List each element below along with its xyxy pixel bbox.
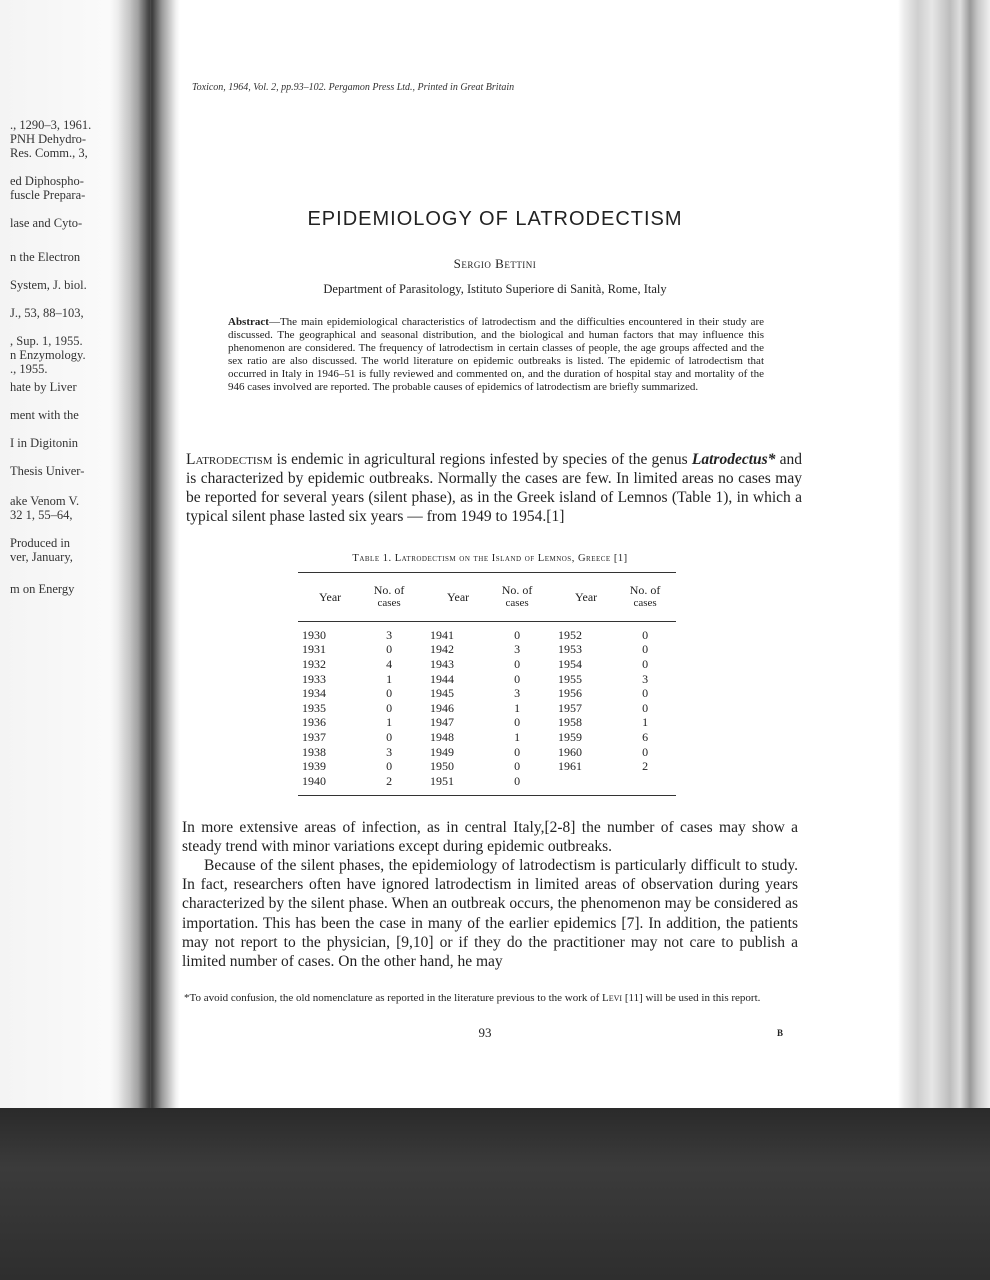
cases-cell: 0 [386,642,393,657]
abstract-text: —The main epidemiological characteristics of latrodectism and the difficulties encountered in their study are discussed. The geographical and seasonal distribution, and the biological and human factors that may influence this phenomenon are considered. The frequency of latrodectism in certain classes of people, the age groups affected and the sex ratio are also discussed. The world literature on epidemic outbreaks is listed. The epidemic of latrodectism that occurred in Italy in 1946–51 is fully reviewed and commented on, and the duration of hospital stay and mortality of the 946 cases involved are reported. The probable causes of epidemics of latrodectism are briefly summarized. [228,316,764,393]
cases-cell: 1 [514,729,521,744]
year-cell: 1937 [302,729,326,744]
cases-cell: 0 [386,729,393,744]
cases-cell: 3 [514,642,521,657]
book-spine-shadow [118,0,180,1110]
table-row [298,628,676,643]
cases-cell: 1 [386,671,393,686]
cases-cell: 0 [642,627,649,642]
year-cell: 1957 [558,700,582,715]
header-year: Year [447,589,470,604]
abstract [228,316,764,394]
intro-text-1: is endemic in agricultural regions infested by species of the genus [272,451,692,468]
facing-page-fragment: ake Venom V. [10,494,80,508]
intro-paragraph [186,450,802,526]
cases-cell: 2 [642,759,649,774]
facing-page-fragment: Produced in [10,536,71,550]
facing-page-fragment: , Sup. 1, 1955. [10,334,83,348]
year-cell: 1951 [430,773,454,788]
year-cell: 1934 [302,686,326,701]
cases-cell: 6 [642,729,649,744]
cases-cell: 3 [386,627,393,642]
year-cell: 1956 [558,686,582,701]
abstract-label: Abstract [228,316,269,328]
year-cell: 1935 [302,700,326,715]
cases-cell: 0 [514,656,521,671]
table-header [298,573,676,621]
cases-cell: 1 [386,715,393,730]
header-cases: No. of cases [501,583,533,609]
year-cell: 1933 [302,671,326,686]
header-cases: No. of cases [629,583,661,609]
intro-text-2: and is characterized by epidemic outbreaks. Normally the cases are few. In limited areas no cases may be reported for several years (silent phase), as in the Greek island of Lemnos (Table 1), in which a typical silent phase lasted six years — from 1949 to 1954.[1] [186,451,802,525]
table-row [298,730,676,745]
cases-cell: 0 [514,744,521,759]
year-cell: 1942 [430,642,454,657]
cases-cell: 0 [642,656,649,671]
footnote [184,992,804,1005]
facing-page-fragment: lase and Cyto- [10,216,83,230]
year-cell: 1930 [302,627,326,642]
year-cell: 1960 [558,744,582,759]
table-row [298,716,676,731]
table-bottom-rule [298,795,676,796]
facing-page-fragment: m on Energy [10,582,75,596]
facing-page-fragment: n Enzymology. [10,348,86,362]
cases-cell: 1 [514,700,521,715]
journal-citation: Toxicon, 1964, Vol. 2, pp.93–102. Pergamon Press Ltd., Printed in Great Britain [192,82,515,93]
footnote-text-1: *To avoid confusion, the old nomenclature as reported in the literature previous to the work of [184,992,603,1004]
cases-cell: 0 [642,686,649,701]
year-cell: 1946 [430,700,454,715]
table-row [298,643,676,658]
facing-page-fragment: hate by Liver [10,380,77,394]
table-body [298,622,676,795]
author-name: Sergio Bettini [453,256,537,271]
facing-page-fragment: Res. Comm., 3, [10,146,88,160]
year-cell: 1932 [302,656,326,671]
facing-page-fragment: 32 1, 55–64, [10,508,73,522]
signature-mark: B [777,1028,784,1038]
author-affiliation: Department of Parasitology, Istituto Superiore di Sanità, Rome, Italy [323,282,667,296]
facing-page-fragment: fuscle Prepara- [10,188,86,202]
table-row [298,745,676,760]
cases-cell: 2 [386,773,393,788]
facing-page-fragment: ver, January, [10,550,73,564]
cases-cell: 0 [514,715,521,730]
cases-cell: 0 [514,773,521,788]
page-number: 93 [478,1025,492,1040]
table-row [298,672,676,687]
year-cell: 1958 [558,715,582,730]
cases-cell: 0 [514,627,521,642]
cases-cell: 4 [386,656,393,671]
lemnos-cases-table [298,572,676,796]
table-row [298,759,676,774]
article-title: EPIDEMIOLOGY OF LATRODECTISM [307,208,683,230]
year-cell: 1947 [430,715,454,730]
table-caption: Table 1. Latrodectism on the Island of Lemnos, Greece [1] [352,553,628,564]
cases-cell: 3 [514,686,521,701]
body-paragraph: Because of the silent phases, the epidemiology of latrodectism is particularly difficult to study. In fact, researchers often have ignored latrodectism in limited areas of observation during years characterized by the silent phase. When an outbreak occurs, the phenomenon may be considered as importation. This has been the case in many of the earlier epidemics [7]. In addition, the patients may not report to the physician, [9,10] or if they do the practitioner may not care to publish a limited number of cases. On the other hand, he may [182,857,798,971]
facing-page-fragment: ment with the [10,408,79,422]
footnote-author: Levi [602,992,623,1004]
year-cell: 1961 [558,759,582,774]
year-cell: 1945 [430,686,454,701]
year-cell: 1936 [302,715,326,730]
header-cases: No. of cases [373,583,405,609]
year-cell: 1939 [302,759,326,774]
facing-page-fragment: ed Diphospho- [10,174,84,188]
year-cell: 1944 [430,671,454,686]
table-row [298,657,676,672]
facing-page-fragment: J., 53, 88–103, [10,306,84,320]
journal-page [180,60,900,1110]
page-edges [898,0,990,1110]
facing-page-fragment: PNH Dehydro- [10,132,87,146]
year-cell: 1959 [558,729,582,744]
cases-cell: 0 [386,700,393,715]
year-cell: 1950 [430,759,454,774]
cases-cell: 0 [514,671,521,686]
year-cell: 1941 [430,627,454,642]
cases-cell: 3 [386,744,393,759]
cases-cell: 1 [642,715,649,730]
facing-page-fragment: ., 1955. [10,362,48,376]
intro-lead-word: Latrodectism [186,451,273,468]
facing-page-fragment: System, J. biol. [10,278,87,292]
cases-cell: 0 [386,686,393,701]
year-cell: 1943 [430,656,454,671]
cases-cell: 0 [642,642,649,657]
cases-cell: 0 [386,759,393,774]
year-cell: 1931 [302,642,326,657]
header-year: Year [575,589,598,604]
genus-name: Latrodectus* [691,451,776,468]
year-cell: 1954 [558,656,582,671]
year-cell: 1940 [302,773,326,788]
year-cell: 1948 [430,729,454,744]
facing-page-fragment: Thesis Univer- [10,464,85,478]
facing-page-fragment: I in Digitonin [10,436,79,450]
facing-page-fragment: ., 1290–3, 1961. [10,118,92,132]
body-paragraph: In more extensive areas of infection, as in central Italy,[2-8] the number of cases may show a steady trend with minor variations except during epidemic outbreaks. [182,819,798,855]
year-cell: 1949 [430,744,454,759]
cases-cell: 0 [642,700,649,715]
scan-background [0,1108,990,1280]
facing-page-fragment: n the Electron [10,250,81,264]
footnote-text-2: [11] will be used in this report. [622,992,761,1004]
year-cell: 1953 [558,642,582,657]
table-row [298,686,676,701]
year-cell: 1955 [558,671,582,686]
table-row [298,701,676,716]
year-cell: 1952 [558,627,582,642]
cases-cell: 3 [642,671,649,686]
table-row [298,774,676,789]
year-cell: 1938 [302,744,326,759]
cases-cell: 0 [514,759,521,774]
header-year: Year [319,589,342,604]
cases-cell: 0 [642,744,649,759]
